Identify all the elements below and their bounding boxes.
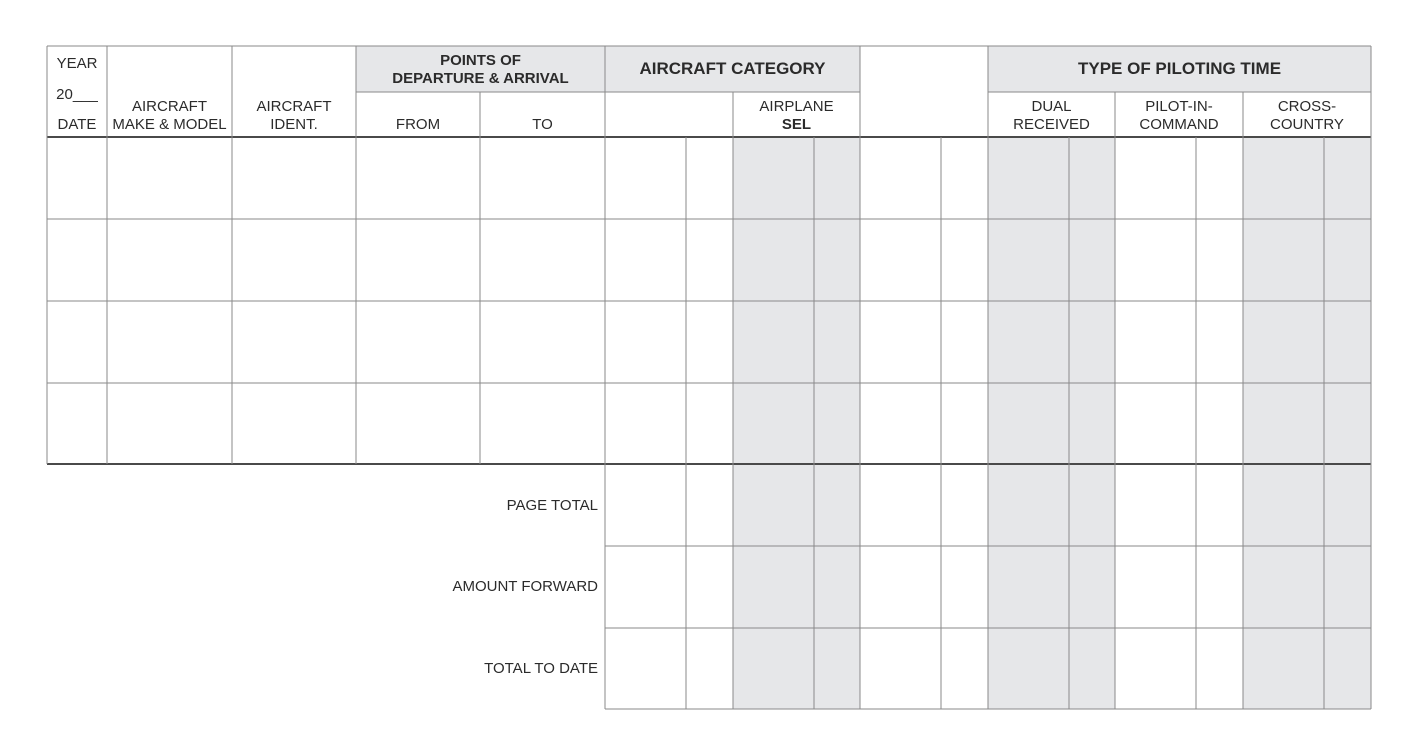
summary-cell-r3-c3[interactable] [734, 629, 813, 708]
entry-cell-r2-c3[interactable] [233, 220, 355, 300]
to-label: TO [532, 116, 553, 133]
summary-cell-r2-c9[interactable] [1116, 547, 1195, 627]
entry-cell-r1-c17[interactable] [1325, 138, 1370, 218]
summary-cell-r2-c7[interactable] [989, 547, 1068, 627]
summary-cell-r2-c10[interactable] [1197, 547, 1242, 627]
summary-cell-r1-c9[interactable] [1116, 465, 1195, 545]
entry-cell-r4-c17[interactable] [1325, 384, 1370, 463]
summary-cell-r1-c12[interactable] [1325, 465, 1370, 545]
entry-cell-r3-c16[interactable] [1244, 302, 1323, 382]
entry-cell-r2-c10[interactable] [861, 220, 940, 300]
entry-cell-r1-c1[interactable] [48, 138, 106, 218]
summary-cell-r1-c8[interactable] [1070, 465, 1114, 545]
entry-cell-r1-c8[interactable] [734, 138, 813, 218]
entry-cell-r2-c14[interactable] [1116, 220, 1195, 300]
date-label: DATE [57, 116, 97, 133]
summary-cell-r3-c1[interactable] [606, 629, 685, 708]
points-label-line1: POINTS OF [440, 52, 521, 69]
entry-cell-r2-c15[interactable] [1197, 220, 1242, 300]
summary-cell-r3-c11[interactable] [1244, 629, 1323, 708]
summary-cell-r2-c5[interactable] [861, 547, 940, 627]
entry-cell-r4-c1[interactable] [48, 384, 106, 463]
entry-cell-r4-c7[interactable] [687, 384, 732, 463]
entry-cell-r4-c15[interactable] [1197, 384, 1242, 463]
summary-cell-r2-c8[interactable] [1070, 547, 1114, 627]
entry-cell-r3-c13[interactable] [1070, 302, 1114, 382]
dual-received-label-line2: RECEIVED [1013, 116, 1090, 133]
entry-cell-r2-c11[interactable] [942, 220, 987, 300]
summary-cell-r2-c1[interactable] [606, 547, 685, 627]
entry-cell-r4-c9[interactable] [815, 384, 859, 463]
entry-cell-r4-c3[interactable] [233, 384, 355, 463]
entry-cells [48, 138, 1370, 708]
entry-cell-r2-c13[interactable] [1070, 220, 1114, 300]
entry-cell-r3-c10[interactable] [861, 302, 940, 382]
summary-cell-r2-c11[interactable] [1244, 547, 1323, 627]
summary-cell-r2-c4[interactable] [815, 547, 859, 627]
cross-country-label-line2: COUNTRY [1270, 116, 1344, 133]
summary-cell-r1-c6[interactable] [942, 465, 987, 545]
entry-cell-r1-c9[interactable] [815, 138, 859, 218]
summary-cell-r1-c10[interactable] [1197, 465, 1242, 545]
summary-cell-r3-c10[interactable] [1197, 629, 1242, 708]
from-label: FROM [395, 116, 441, 133]
entry-cell-r2-c12[interactable] [989, 220, 1068, 300]
entry-cell-r3-c1[interactable] [48, 302, 106, 382]
entry-cell-r3-c17[interactable] [1325, 302, 1370, 382]
make-model-label-line1: AIRCRAFT [132, 98, 207, 115]
ident-label-line2: IDENT. [270, 116, 318, 133]
sel-label: SEL [781, 116, 812, 133]
entry-cell-r3-c7[interactable] [687, 302, 732, 382]
entry-cell-r3-c2[interactable] [108, 302, 231, 382]
entry-cell-r1-c3[interactable] [233, 138, 355, 218]
summary-cell-r2-c12[interactable] [1325, 547, 1370, 627]
summary-cell-r1-c1[interactable] [606, 465, 685, 545]
entry-cell-r1-c5[interactable] [481, 138, 604, 218]
entry-cell-r4-c16[interactable] [1244, 384, 1323, 463]
entry-cell-r4-c14[interactable] [1116, 384, 1195, 463]
summary-cell-r1-c5[interactable] [861, 465, 940, 545]
amount-forward-label: AMOUNT FORWARD [452, 578, 598, 595]
entry-cell-r2-c6[interactable] [606, 220, 685, 300]
entry-cell-r1-c16[interactable] [1244, 138, 1323, 218]
summary-cell-r1-c7[interactable] [989, 465, 1068, 545]
summary-cell-r3-c5[interactable] [861, 629, 940, 708]
make-model-label-line2: MAKE & MODEL [112, 116, 227, 133]
entry-cell-r2-c5[interactable] [481, 220, 604, 300]
year-label: YEAR [56, 55, 98, 72]
entry-cell-r4-c5[interactable] [481, 384, 604, 463]
entry-cell-r1-c13[interactable] [1070, 138, 1114, 218]
entry-cell-r3-c14[interactable] [1116, 302, 1195, 382]
entry-cell-r1-c10[interactable] [861, 138, 940, 218]
summary-cell-r3-c6[interactable] [942, 629, 987, 708]
entry-cell-r2-c7[interactable] [687, 220, 732, 300]
entry-cell-r1-c11[interactable] [942, 138, 987, 218]
ident-label-line1: AIRCRAFT [256, 98, 332, 115]
entry-cell-r2-c17[interactable] [1325, 220, 1370, 300]
entry-cell-r3-c4[interactable] [357, 302, 479, 382]
entry-cell-r2-c1[interactable] [48, 220, 106, 300]
entry-cell-r3-c8[interactable] [734, 302, 813, 382]
entry-cell-r1-c7[interactable] [687, 138, 732, 218]
entry-cell-r1-c4[interactable] [357, 138, 479, 218]
entry-cell-r4-c13[interactable] [1070, 384, 1114, 463]
piloting-time-title: TYPE OF PILOTING TIME [1077, 59, 1282, 78]
dual-received-label-line1: DUAL [1031, 98, 1072, 115]
entry-cell-r3-c5[interactable] [481, 302, 604, 382]
entry-cell-r4-c4[interactable] [357, 384, 479, 463]
summary-cell-r2-c6[interactable] [942, 547, 987, 627]
entry-cell-r1-c15[interactable] [1197, 138, 1242, 218]
entry-cell-r1-c14[interactable] [1116, 138, 1195, 218]
entry-cell-r3-c15[interactable] [1197, 302, 1242, 382]
entry-cell-r4-c2[interactable] [108, 384, 231, 463]
summary-cell-r3-c4[interactable] [815, 629, 859, 708]
page-total-label: PAGE TOTAL [506, 497, 598, 514]
summary-cell-r1-c4[interactable] [815, 465, 859, 545]
entry-cell-r3-c9[interactable] [815, 302, 859, 382]
entry-cell-r4-c11[interactable] [942, 384, 987, 463]
entry-cell-r3-c12[interactable] [989, 302, 1068, 382]
summary-cell-r2-c3[interactable] [734, 547, 813, 627]
summary-cell-r1-c3[interactable] [734, 465, 813, 545]
entry-cell-r3-c11[interactable] [942, 302, 987, 382]
summary-cell-r1-c2[interactable] [687, 465, 732, 545]
entry-cell-r1-c12[interactable] [989, 138, 1068, 218]
entry-cell-r1-c6[interactable] [606, 138, 685, 218]
summary-cell-r1-c11[interactable] [1244, 465, 1323, 545]
summary-cell-r3-c7[interactable] [989, 629, 1068, 708]
entry-cell-r2-c8[interactable] [734, 220, 813, 300]
entry-cell-r2-c9[interactable] [815, 220, 859, 300]
summary-cell-r3-c12[interactable] [1325, 629, 1370, 708]
pic-label-line2: COMMAND [1139, 116, 1219, 133]
summary-cell-r3-c2[interactable] [687, 629, 732, 708]
entry-cell-r4-c12[interactable] [989, 384, 1068, 463]
cross-country-label-line1: CROSS- [1277, 98, 1337, 115]
points-label-line2: DEPARTURE & ARRIVAL [392, 70, 569, 87]
entry-cell-r4-c10[interactable] [861, 384, 940, 463]
entry-cell-r4-c6[interactable] [606, 384, 685, 463]
entry-cell-r3-c3[interactable] [233, 302, 355, 382]
aircraft-category-title: AIRCRAFT CATEGORY [639, 59, 826, 78]
entry-cell-r2-c2[interactable] [108, 220, 231, 300]
summary-cell-r3-c8[interactable] [1070, 629, 1114, 708]
entry-cell-r1-c2[interactable] [108, 138, 231, 218]
entry-cell-r4-c8[interactable] [734, 384, 813, 463]
total-to-date-label: TOTAL TO DATE [484, 660, 598, 677]
summary-cell-r2-c2[interactable] [687, 547, 732, 627]
entry-cell-r2-c16[interactable] [1244, 220, 1323, 300]
entry-cell-r2-c4[interactable] [357, 220, 479, 300]
year-value: 20___ [56, 86, 98, 103]
summary-cell-r3-c9[interactable] [1116, 629, 1195, 708]
airplane-label: AIRPLANE [759, 98, 834, 115]
entry-cell-r3-c6[interactable] [606, 302, 685, 382]
pic-label-line1: PILOT-IN- [1145, 98, 1213, 115]
